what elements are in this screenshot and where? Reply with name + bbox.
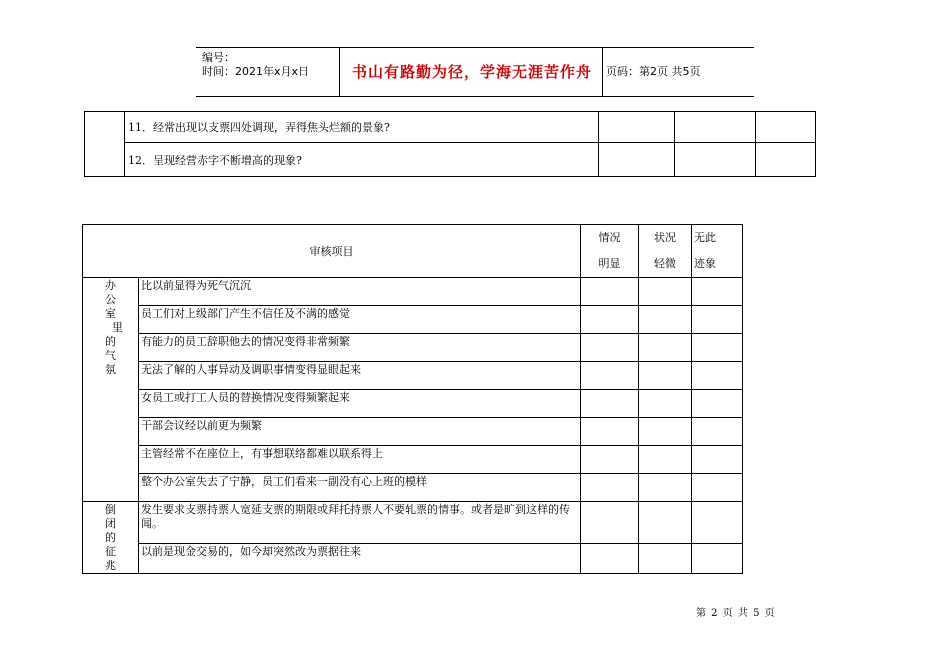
category-char: 的	[105, 531, 116, 544]
item-cell: 有能力的员工辞职他去的情况变得非常频繁	[139, 334, 581, 362]
header-meta	[202, 51, 309, 79]
check-cell[interactable]	[639, 334, 692, 362]
check-cell[interactable]	[599, 143, 675, 177]
audit-table-continued	[84, 111, 816, 177]
table-row	[83, 502, 743, 544]
check-cell[interactable]	[692, 278, 743, 306]
check-cell[interactable]	[675, 112, 756, 143]
check-cell[interactable]	[692, 390, 743, 418]
check-cell[interactable]	[692, 334, 743, 362]
category-char: 倒	[105, 503, 116, 516]
item-cell: 干部会议经以前更为频繁	[139, 418, 581, 446]
table-row	[83, 278, 743, 306]
check-cell[interactable]	[581, 334, 639, 362]
category-cell	[85, 112, 125, 177]
check-cell[interactable]	[599, 112, 675, 143]
check-cell[interactable]	[756, 112, 816, 143]
category-char: 气	[105, 349, 116, 362]
table-row	[83, 446, 743, 474]
table-row	[83, 543, 743, 573]
check-cell[interactable]	[692, 418, 743, 446]
table-header-row	[83, 225, 743, 278]
item-cell: 员工们对上级部门产生不信任及不满的感觉	[139, 306, 581, 334]
check-cell[interactable]	[675, 143, 756, 177]
table-row	[83, 418, 743, 446]
check-cell[interactable]	[639, 474, 692, 502]
table-row	[83, 474, 743, 502]
table-row	[83, 362, 743, 390]
check-cell[interactable]	[581, 474, 639, 502]
item-cell: 以前是现金交易的，如今却突然改为票据往来	[139, 543, 581, 573]
table-row	[83, 390, 743, 418]
header-text: 明显	[598, 257, 621, 270]
check-cell[interactable]	[692, 543, 743, 573]
header-audit-item: 审核项目	[83, 225, 581, 278]
check-cell[interactable]	[692, 502, 743, 544]
check-cell[interactable]	[581, 306, 639, 334]
category-char: 氛	[105, 363, 116, 376]
category-char: 办	[105, 279, 116, 292]
header-divider	[339, 48, 340, 96]
category-char: 闭	[105, 517, 116, 530]
check-cell[interactable]	[639, 362, 692, 390]
header-motto: 书山有路勤为径，学海无涯苦作舟	[351, 63, 592, 81]
table-row	[85, 112, 816, 143]
page-header	[196, 47, 754, 97]
header-slight	[639, 225, 692, 278]
header-obvious	[581, 225, 639, 278]
check-cell[interactable]	[692, 362, 743, 390]
category-char: 室	[105, 307, 116, 320]
number-label: 编号：	[202, 51, 235, 64]
category-char: 公	[105, 293, 116, 306]
table-row	[83, 334, 743, 362]
check-cell[interactable]	[639, 446, 692, 474]
check-cell[interactable]	[639, 306, 692, 334]
check-cell[interactable]	[639, 390, 692, 418]
check-cell[interactable]	[581, 446, 639, 474]
category-char: 征	[105, 545, 116, 558]
category-char: 兆	[105, 559, 116, 572]
header-text: 无此	[694, 231, 716, 244]
header-text: 迹象	[694, 257, 716, 270]
check-cell[interactable]	[692, 446, 743, 474]
item-cell: 发生要求支票持票人宽延支票的期限或拜托持票人不要轧票的情事。或者是旷到这样的传闻。	[139, 502, 581, 544]
check-cell[interactable]	[581, 390, 639, 418]
audit-table	[82, 224, 743, 574]
header-page-label: 页码：第2页 共5页	[606, 65, 701, 78]
header-none	[692, 225, 743, 278]
page-footer: 第 2 页 共 5 页	[696, 608, 776, 619]
check-cell[interactable]	[639, 418, 692, 446]
category-char: 的	[105, 335, 116, 348]
header-divider	[602, 48, 603, 96]
item-cell: 无法了解的人事异动及调职事情变得显眼起来	[139, 362, 581, 390]
item-cell: 整个办公室失去了宁静，员工们看来一副没有心上班的模样	[139, 474, 581, 502]
category-office-atmosphere	[83, 278, 139, 502]
check-cell[interactable]	[639, 502, 692, 544]
check-cell[interactable]	[581, 278, 639, 306]
table-row	[85, 143, 816, 177]
check-cell[interactable]	[581, 502, 639, 544]
check-cell[interactable]	[581, 543, 639, 573]
category-bankruptcy-signs	[83, 502, 139, 574]
check-cell[interactable]	[756, 143, 816, 177]
category-char: 里	[112, 321, 123, 334]
check-cell[interactable]	[581, 362, 639, 390]
item-cell: 主管经常不在座位上，有事想联络都难以联系得上	[139, 446, 581, 474]
check-cell[interactable]	[639, 278, 692, 306]
check-cell[interactable]	[692, 306, 743, 334]
item-cell: 11．经常出现以支票四处调现，弄得焦头烂额的景象?	[125, 112, 599, 143]
check-cell[interactable]	[692, 474, 743, 502]
time-label: 时间：2021年x月x日	[202, 65, 310, 78]
item-cell: 12．呈现经营赤字不断增高的现象?	[125, 143, 599, 177]
header-text: 情况	[598, 231, 621, 244]
item-cell: 比以前显得为死气沉沉	[139, 278, 581, 306]
item-cell: 女员工或打工人员的替换情况变得频繁起来	[139, 390, 581, 418]
header-text: 状况	[654, 231, 676, 244]
header-text: 轻微	[654, 257, 676, 270]
table-row	[83, 306, 743, 334]
check-cell[interactable]	[581, 418, 639, 446]
check-cell[interactable]	[639, 543, 692, 573]
